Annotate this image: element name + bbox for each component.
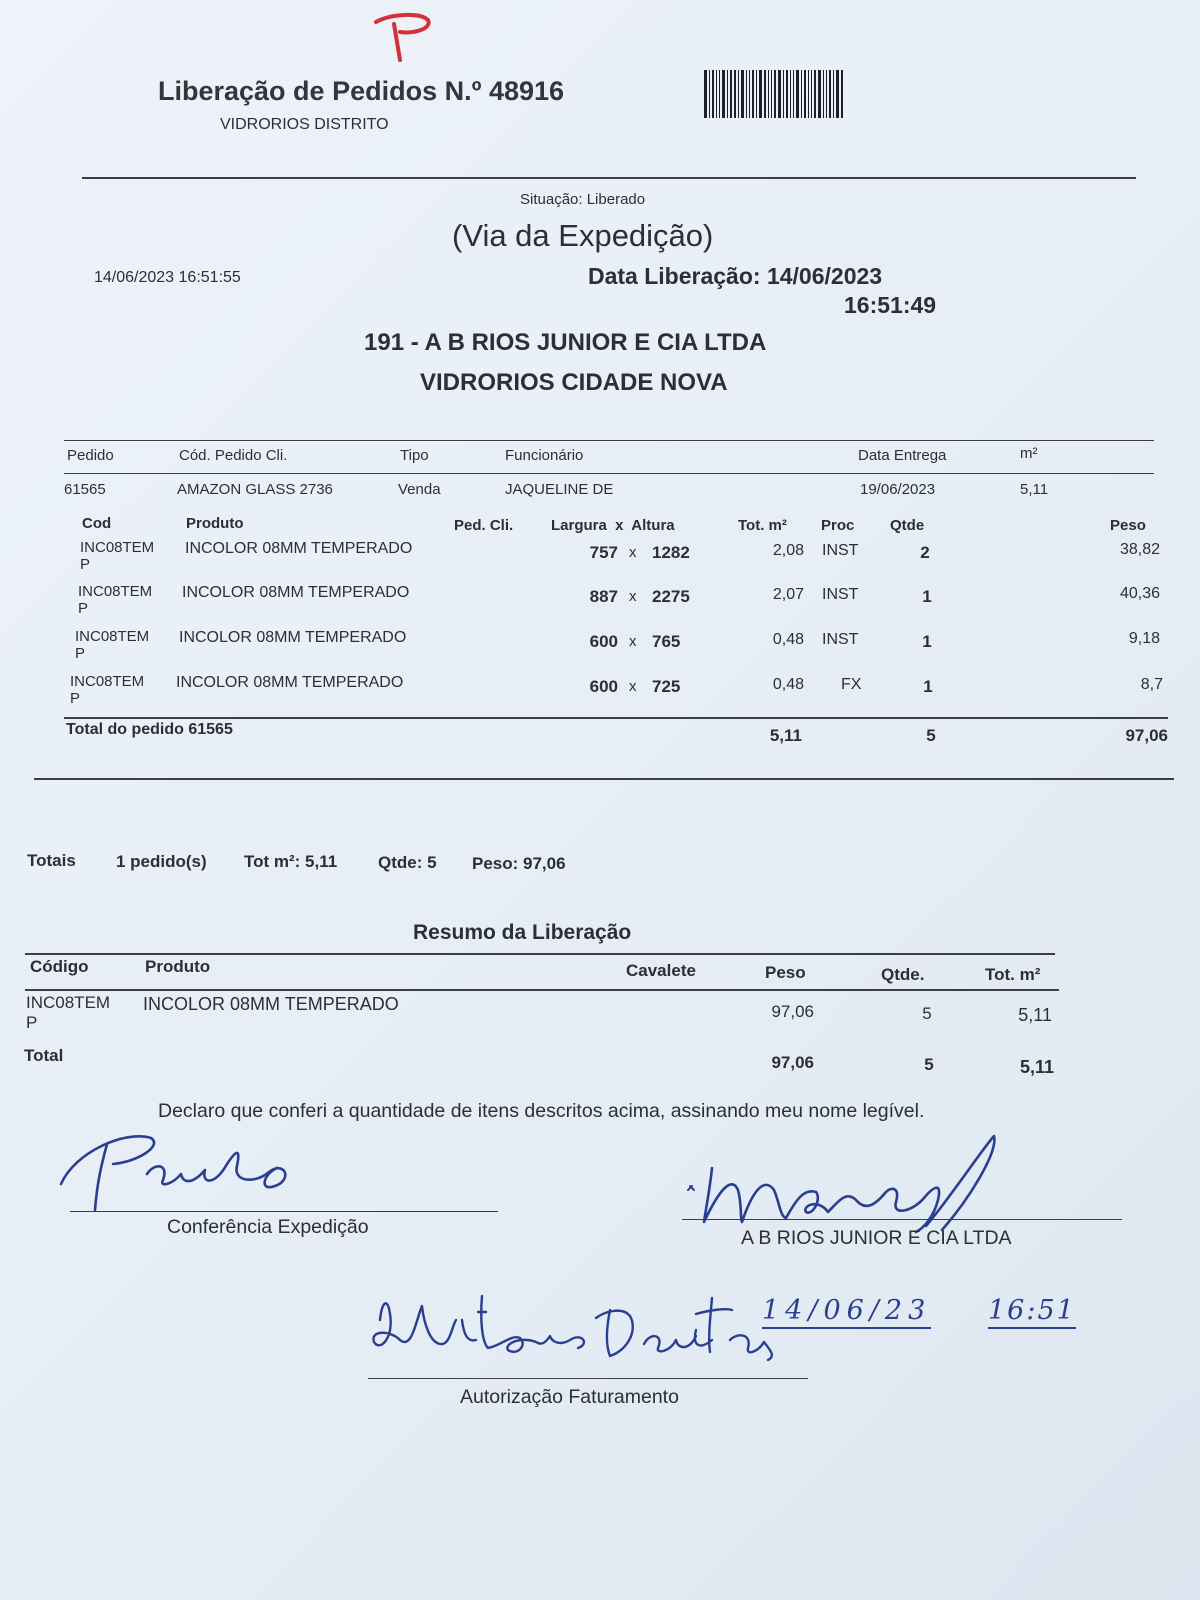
barcode-bar [778,70,781,118]
barcode-bar [712,70,714,118]
cliente-signature-line [682,1219,1122,1220]
resumo-total-qtde: 5 [924,1055,934,1074]
item-cod-cont: P [78,600,89,617]
client-branch: VIDRORIOS CIDADE NOVA [420,369,728,396]
header-divider [82,177,1136,179]
col-data-entrega-header: Data Entrega [858,447,947,464]
resumo-total-tot-m2: 5,11 [1019,1057,1054,1077]
handwritten-time: 16:51 [988,1295,1076,1329]
totais-label: Totais [27,851,76,870]
barcode-bar [823,70,824,118]
item-altura: 725 [652,677,681,696]
barcode-bar [808,70,809,118]
cliente-label: A B RIOS JUNIOR E CIA LTDA [741,1227,1012,1249]
item-peso: 38,82 [1119,541,1160,558]
conferencia-signature-line [70,1211,498,1212]
col-pedido-header: Pedido [67,447,114,464]
barcode-bar [752,70,754,118]
barcode-bar [768,70,769,118]
barcode-bar [804,70,806,118]
resumo-peso: 97,06 [771,1002,814,1021]
items-qtde-header: Qtde [890,517,925,534]
barcode-bar [771,70,772,118]
item-produto: INCOLOR 08MM TEMPERADO [176,674,404,691]
items-bottom-rule [34,778,1174,780]
order-mid-rule [64,473,1154,474]
item-largura: 757 [589,543,618,562]
company-name: VIDRORIOS DISTRITO [220,116,389,133]
items-cod-header: Cod [82,515,112,532]
resumo-produto: INCOLOR 08MM TEMPERADO [143,994,399,1014]
barcode-bar [709,70,710,118]
items-total-peso: 97,06 [1125,726,1168,745]
item-x: x [629,678,637,695]
barcode-bar [811,70,812,118]
situacao-text: Situação: Liberado [520,191,646,208]
signature-conferencia [55,1122,315,1214]
barcode-bar [814,70,816,118]
resumo-codigo-header: Código [30,957,89,976]
totais-tot-m2: Tot m²: 5,11 [244,852,338,871]
barcode-bar [738,70,739,118]
items-largura-altura-header: Largura x Altura [551,517,675,534]
barcode-bar [793,70,794,118]
barcode-bar [746,70,747,118]
barcode-bar [801,70,802,118]
data-liberacao-date: 14/06/2023 [766,263,883,289]
barcode-bar [759,70,762,118]
item-cod-cont: P [75,645,86,662]
item-qtde: 1 [922,632,932,651]
totais-peso: Peso: 97,06 [472,854,566,873]
handwritten-date: 14/06/23 [762,1295,931,1329]
barcode-bar [836,70,839,118]
item-proc: INST [822,542,859,559]
items-total-rule [64,717,1168,719]
resumo-peso-header: Peso [765,963,806,982]
barcode-bar [783,70,784,118]
via-expedicao: (Via da Expedição) [452,218,714,253]
resumo-cavalete-header: Cavalete [626,961,696,980]
resumo-title: Resumo da Liberação [413,921,632,944]
item-tot-m2: 2,08 [772,542,804,559]
order-top-rule [64,440,1154,441]
items-total-tot-m2: 5,11 [769,726,802,745]
col-cod-pedido-cli-header: Cód. Pedido Cli. [179,447,288,464]
resumo-total-peso: 97,06 [771,1053,814,1072]
resumo-mid-rule [25,989,1059,991]
autorizacao-label: Autorização Faturamento [460,1386,679,1408]
resumo-top-rule [25,953,1055,955]
conferencia-label: Conferência Expedição [167,1216,369,1238]
resumo-cod: INC08TEM [26,993,111,1012]
resumo-qtde: 5 [922,1004,932,1023]
data-liberacao-label: Data Liberação: [588,263,761,289]
item-largura: 600 [589,632,618,651]
items-proc-header: Proc [821,517,855,534]
totais-pedidos: 1 pedido(s) [116,852,207,871]
barcode-bar [829,70,831,118]
totais-qtde: Qtde: 5 [378,853,437,872]
barcode-bar [730,70,732,118]
barcode-bar [734,70,736,118]
item-proc: FX [841,676,862,693]
item-produto: INCOLOR 08MM TEMPERADO [179,629,407,646]
item-produto: INCOLOR 08MM TEMPERADO [185,540,413,557]
red-p-mark [370,8,440,64]
order-funcionario: JAQUELINE DE [505,481,614,498]
barcode-bar [722,70,725,118]
data-liberacao-time: 16:51:49 [844,292,937,318]
item-largura: 600 [589,677,618,696]
order-m2: 5,11 [1020,481,1049,498]
declaration-text: Declaro que conferi a quantidade de itens descritos acima, assinando meu nome legível. [158,1100,925,1122]
item-cod-cont: P [80,556,91,573]
barcode-bar [841,70,843,118]
resumo-produto-header: Produto [145,957,211,976]
data-liberacao [588,263,882,290]
barcode-bar [764,70,766,118]
order-tipo: Venda [398,481,441,498]
barcode-bar [749,70,750,118]
item-x: x [629,588,637,605]
barcode-bar [833,70,834,118]
items-total-label: Total do pedido 61565 [66,721,233,738]
item-cod: INC08TEM [70,673,145,690]
barcode-bar [790,70,791,118]
barcode-bar [786,70,788,118]
item-cod: INC08TEM [75,628,150,645]
barcode-bar [741,70,744,118]
item-proc: INST [822,586,859,603]
resumo-cod-cont: P [26,1013,38,1032]
order-cod-pedido-cli: AMAZON GLASS 2736 [177,481,333,498]
col-m2-header: m² [1020,445,1038,462]
item-peso: 9,18 [1128,630,1160,647]
items-peso-header: Peso [1110,517,1146,534]
print-timestamp: 14/06/2023 16:51:55 [94,269,241,286]
barcode-bar [826,70,827,118]
item-altura: 2275 [652,587,690,606]
item-x: x [629,633,637,650]
barcode [704,70,888,118]
items-tot-m2-header: Tot. m² [738,517,787,534]
resumo-tot-m2: 5,11 [1018,1005,1052,1025]
order-data-entrega: 19/06/2023 [860,481,936,498]
document-title: Liberação de Pedidos N.º 48916 [158,76,565,106]
barcode-bar [704,70,707,118]
item-qtde: 2 [920,543,930,562]
order-pedido: 61565 [64,481,106,498]
barcode-bar [796,70,799,118]
signature-autorizacao [360,1290,780,1380]
item-qtde: 1 [923,677,933,696]
item-cod: INC08TEM [80,539,155,556]
item-peso: 8,7 [1140,676,1163,693]
items-ped-cli-header: Ped. Cli. [454,517,514,534]
item-proc: INST [822,631,859,648]
item-cod-cont: P [70,690,81,707]
barcode-bar [818,70,821,118]
item-tot-m2: 2,07 [772,586,804,603]
col-funcionario-header: Funcionário [505,447,584,464]
item-altura: 765 [652,632,681,651]
barcode-bar [727,70,728,118]
item-tot-m2: 0,48 [772,676,804,693]
item-peso: 40,36 [1119,585,1160,602]
signature-cliente [680,1128,1020,1240]
autorizacao-signature-line [368,1378,808,1379]
client-name: 191 - A B RIOS JUNIOR E CIA LTDA [364,329,767,356]
item-altura: 1282 [652,543,690,562]
items-total-qtde: 5 [926,726,936,745]
barcode-bar [774,70,776,118]
item-cod: INC08TEM [78,583,153,600]
item-largura: 887 [589,587,618,606]
resumo-total-label: Total [24,1046,64,1065]
resumo-qtde-header: Qtde. [881,965,925,984]
barcode-bar [716,70,717,118]
item-x: x [629,544,637,561]
barcode-bar [756,70,757,118]
barcode-bar [719,70,720,118]
resumo-tot-m2-header: Tot. m² [985,965,1041,984]
item-qtde: 1 [922,587,932,606]
col-tipo-header: Tipo [400,447,429,464]
items-produto-header: Produto [186,515,244,532]
item-tot-m2: 0,48 [772,631,804,648]
item-produto: INCOLOR 08MM TEMPERADO [182,584,410,601]
